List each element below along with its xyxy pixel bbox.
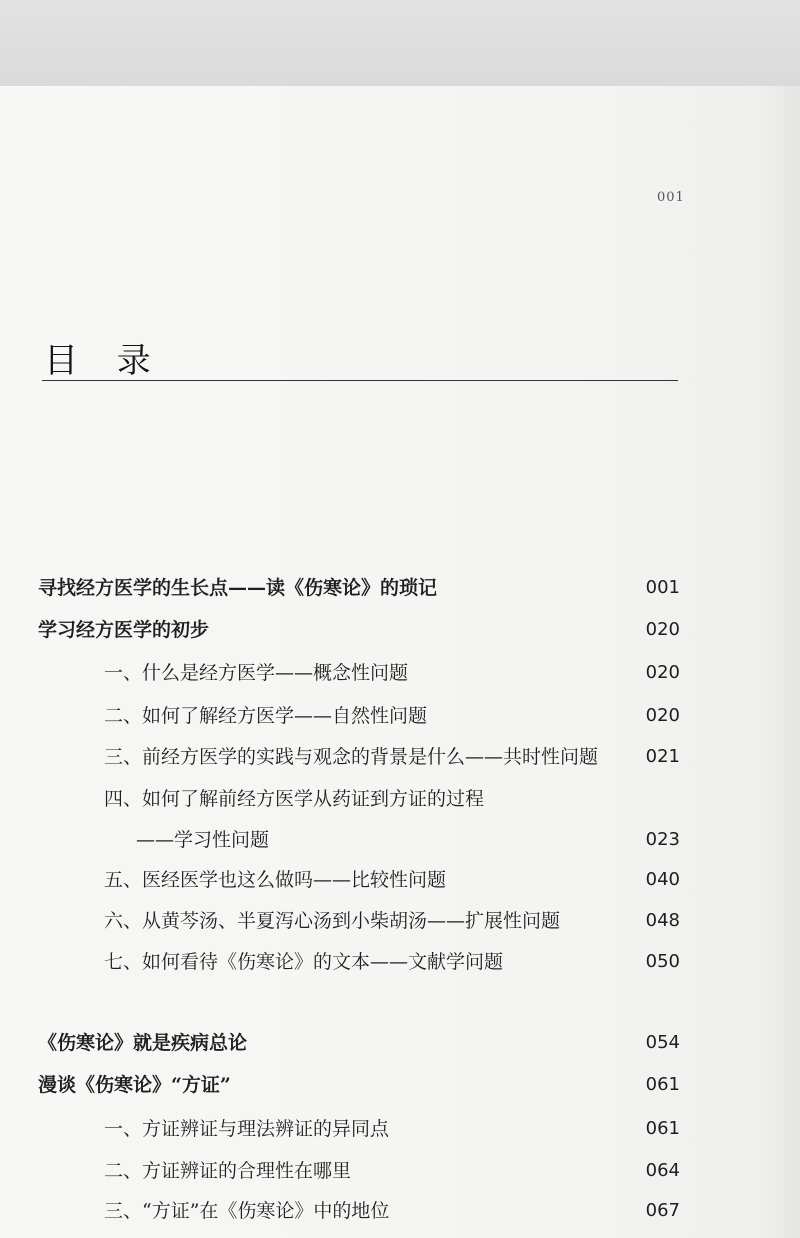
toc-entry-page: 050: [645, 951, 680, 972]
toc-entry-page: 001: [645, 577, 680, 598]
toc-entry-title: 一、什么是经方医学——概念性问题: [104, 662, 409, 684]
background-top-band: [0, 0, 800, 86]
toc-entry-page: 054: [645, 1032, 680, 1053]
toc-entry-page: 064: [645, 1160, 680, 1181]
toc-entry-page: 020: [645, 705, 680, 726]
toc-entry-page: 020: [645, 662, 680, 683]
toc-entry-title: 学习经方医学的初步: [38, 619, 210, 641]
toc-entry-title: 二、如何了解经方医学——自然性问题: [104, 705, 428, 727]
toc-entry-title: 三、前经方医学的实践与观念的背景是什么——共时性问题: [104, 746, 599, 768]
toc-entry-page: 067: [645, 1200, 680, 1221]
toc-entry-page: 048: [645, 910, 680, 931]
toc-entry-title: 六、从黄芩汤、半夏泻心汤到小柴胡汤——扩展性问题: [104, 910, 561, 932]
toc-entry-page: 061: [645, 1074, 680, 1095]
toc-entry-title: 五、医经医学也这么做吗——比较性问题: [104, 869, 447, 891]
toc-entry-page: 020: [645, 619, 680, 640]
toc-entry-page: 061: [645, 1118, 680, 1139]
running-page-number: 001: [657, 190, 685, 205]
title-divider: [42, 380, 678, 381]
toc-entry-title: 三、“方证”在《伤寒论》中的地位: [104, 1200, 390, 1222]
toc-entry-title: 寻找经方医学的生长点——读《伤寒论》的琐记: [38, 577, 438, 599]
toc-entry-page: 021: [645, 746, 680, 767]
toc-entry-title: 七、如何看待《伤寒论》的文本——文献学问题: [104, 951, 504, 973]
toc-entry-title: 四、如何了解前经方医学从药证到方证的过程: [104, 788, 485, 810]
toc-entry-title: 一、方证辨证与理法辨证的异同点: [104, 1118, 390, 1140]
toc-entry-title: ——学习性问题: [136, 829, 270, 851]
toc-entry-page: 040: [645, 869, 680, 890]
toc-title: 目 录: [44, 341, 165, 381]
toc-entry-page: 023: [645, 829, 680, 850]
toc-entry-title: 二、方证辨证的合理性在哪里: [104, 1160, 352, 1182]
toc-entry-title: 《伤寒论》就是疾病总论: [38, 1032, 248, 1054]
toc-entry-title: 漫谈《伤寒论》“方证”: [38, 1074, 231, 1096]
page-edge-shadow: [760, 86, 800, 1238]
